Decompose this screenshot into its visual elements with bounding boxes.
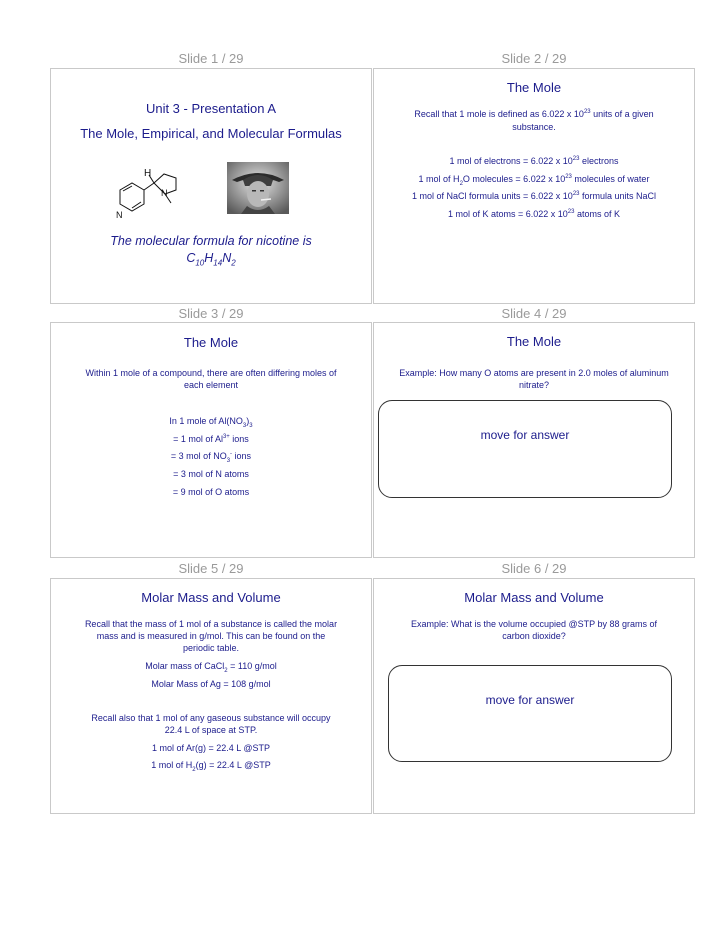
structure-atom-h: H xyxy=(144,168,152,179)
volume-ar: 1 mol of Ar(g) = 22.4 L @STP xyxy=(151,743,271,753)
formula-h-sub: 14 xyxy=(213,258,223,268)
slide-subtitle: The Mole, Empirical, and Molecular Formulas xyxy=(80,126,342,141)
slide-4[interactable] xyxy=(373,322,695,558)
slide-6-label: Slide 6 / 29 xyxy=(501,561,567,576)
intro-line-1: Within 1 mole of a compound, there are often differing moles of xyxy=(85,368,337,378)
example-question-line-2: carbon dioxide? xyxy=(502,631,566,641)
mole-example-electrons: 1 mol of electrons = 6.022 x $10^{23}$ electrons xyxy=(449,156,619,166)
formula-c-sub: 10 xyxy=(195,258,205,268)
slide-1-label: Slide 1 / 29 xyxy=(178,51,244,66)
move-for-answer-label: move for answer xyxy=(485,693,575,707)
o-atoms-line: = 9 mol of O atoms xyxy=(172,487,250,497)
example-question-line-2: nitrate? xyxy=(518,380,550,390)
molar-mass-recall-line-3: periodic table. xyxy=(182,643,240,653)
structure-atom-n-pyridine: N xyxy=(116,210,123,220)
aluminum-nitrate-line: In 1 mole of $Al(NO_3)_3$ xyxy=(169,416,253,429)
slide-title: Molar Mass and Volume xyxy=(464,590,604,605)
slide-title: The Mole xyxy=(506,80,562,95)
intro-line-2: each element xyxy=(183,380,239,390)
slide-2-label: Slide 2 / 29 xyxy=(501,51,567,66)
mole-definition-line2: substance. xyxy=(512,122,556,132)
slide-5[interactable] xyxy=(50,578,372,814)
gas-volume-recall-line-1: Recall also that 1 mol of any gaseous substance will occupy xyxy=(91,713,331,723)
molar-mass-recall-line-1: Recall that the mass of 1 mol of a substance is called the molar xyxy=(84,619,338,629)
example-question-line-1: Example: What is the volume occupied @STP by 88 grams of xyxy=(410,619,658,629)
molar-mass-cacl2: Molar mass of CaCl$_2$ = 110 g/mol xyxy=(145,661,277,674)
volume-h2: 1 mol of $H_2(g) = 22.4$ L @STP xyxy=(151,760,271,773)
slide-title: The Mole xyxy=(506,334,562,349)
mole-example-nacl: 1 mol of NaCl formula units = 6.022 x $10^{23}$ formula units NaCl xyxy=(411,191,657,201)
structure-atom-n-ring: N xyxy=(161,188,168,198)
formula-c: C xyxy=(186,251,196,265)
slide-3[interactable] xyxy=(50,322,372,558)
formula-h: H xyxy=(204,251,214,265)
gas-volume-recall-line-2: 22.4 L of space at STP. xyxy=(164,725,258,735)
formula-n-sub: 2 xyxy=(231,258,236,268)
slide-title: The Mole xyxy=(183,335,239,350)
al-ions-line: = 1 mol of $Al^{3+}$ ions xyxy=(173,434,249,444)
slide-5-label: Slide 5 / 29 xyxy=(178,561,244,576)
slide-1[interactable] xyxy=(50,68,372,304)
slide-title: Molar Mass and Volume xyxy=(141,590,281,605)
molar-mass-recall-line-2: mass and is measured in g/mol. This can be found on the xyxy=(96,631,326,641)
nicotine-caption: The molecular formula for nicotine is xyxy=(110,234,312,248)
slide-4-label: Slide 4 / 29 xyxy=(501,306,567,321)
nicotine-structure-image xyxy=(98,162,188,222)
slide-6[interactable] xyxy=(373,578,695,814)
mole-example-water: 1 mol of $H_2O$ molecules = 6.022 x $10^{23}$ molecules of water xyxy=(418,174,650,187)
molar-mass-ag: Molar Mass of Ag = 108 g/mol xyxy=(151,679,271,689)
formula-n: N xyxy=(222,251,232,265)
move-for-answer-box[interactable] xyxy=(388,665,672,762)
slide-title: Unit 3 - Presentation A xyxy=(145,101,277,116)
move-for-answer-box[interactable] xyxy=(378,400,672,498)
example-question-line-1: Example: How many O atoms are present in 2.0 moles of aluminum xyxy=(399,368,669,378)
slide-3-label: Slide 3 / 29 xyxy=(178,306,244,321)
move-for-answer-label: move for answer xyxy=(480,428,570,442)
no3-ions-line: = 3 mol of $NO_3^-$ ions xyxy=(170,451,252,464)
n-atoms-line: = 3 mol of N atoms xyxy=(173,469,249,479)
mole-example-potassium: 1 mol of K atoms = 6.022 x $10^{23}$ atoms of K xyxy=(447,209,621,219)
mole-definition: Recall that 1 mole is defined as 6.022 x $10^{23}$ units of a given xyxy=(414,109,654,119)
nicotine-formula xyxy=(51,251,371,268)
slide-2[interactable] xyxy=(373,68,695,304)
cowboy-smoking-photo xyxy=(227,162,289,214)
